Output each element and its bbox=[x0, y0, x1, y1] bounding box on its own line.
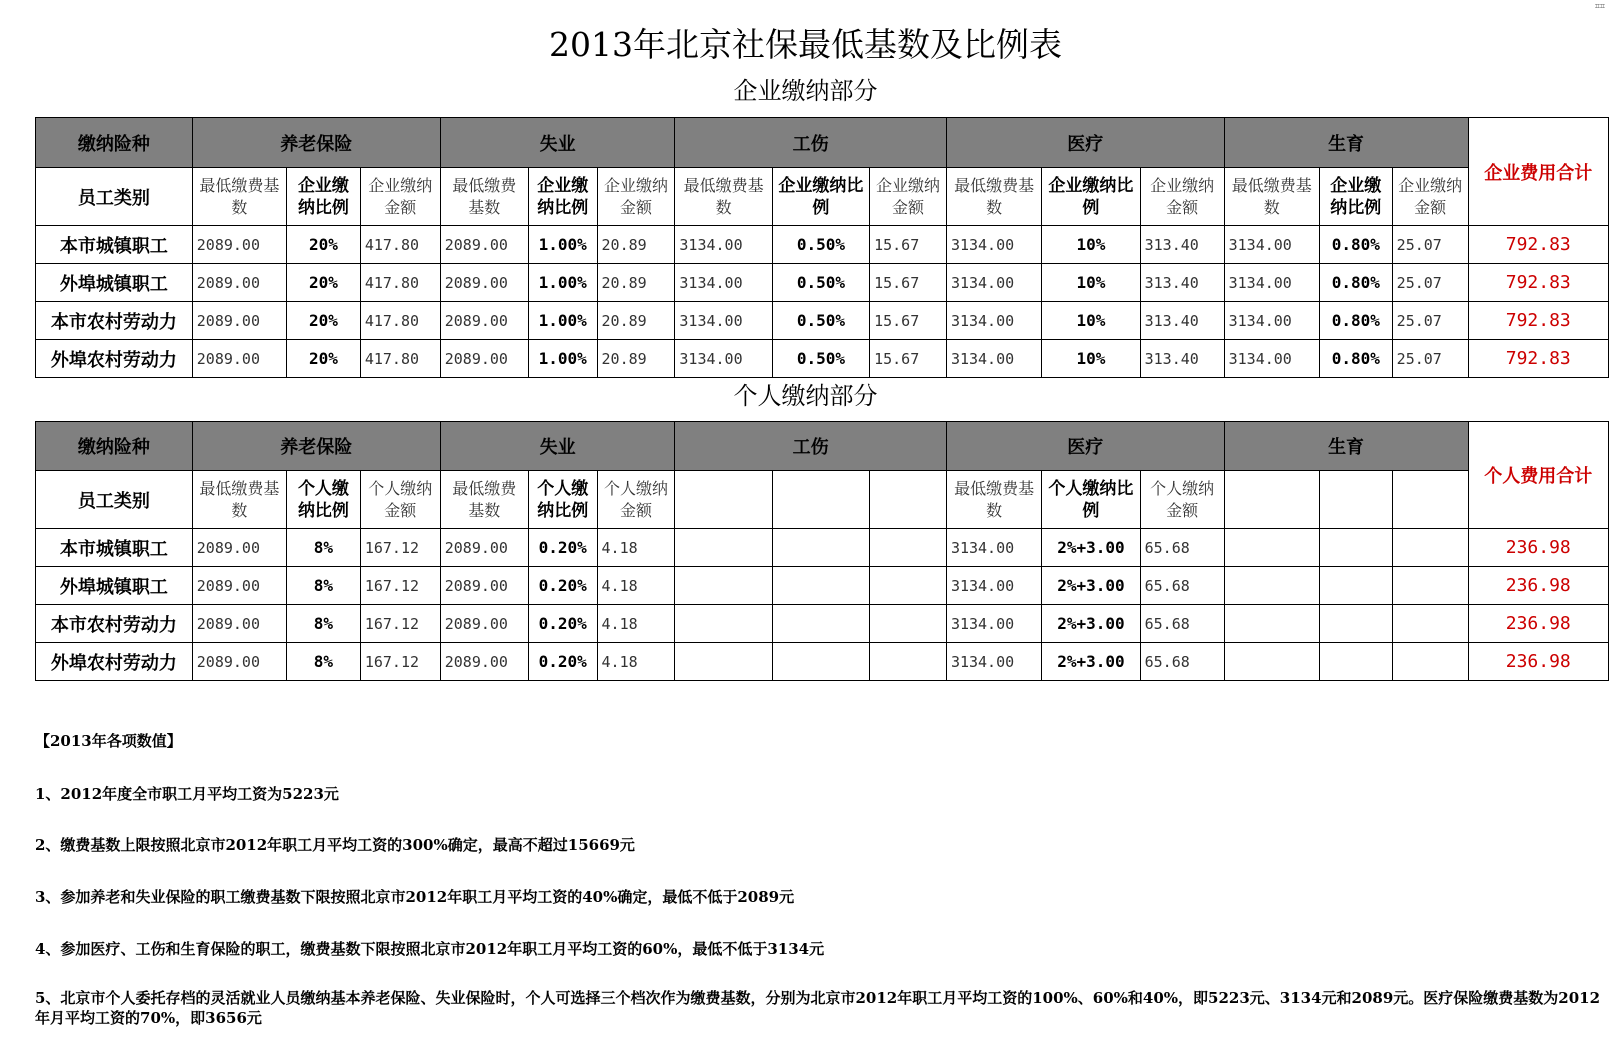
value-cell: 4.18 bbox=[597, 529, 675, 567]
value-cell: 0.20% bbox=[528, 643, 597, 681]
empty-cell bbox=[870, 567, 947, 605]
subheader-cell: 企业缴纳金额 bbox=[1140, 168, 1224, 226]
empty-cell bbox=[1319, 643, 1392, 681]
value-cell: 0.80% bbox=[1319, 340, 1392, 378]
value-cell: 0.50% bbox=[772, 226, 869, 264]
table-row bbox=[36, 605, 1609, 643]
empty-cell bbox=[1319, 605, 1392, 643]
subheader-cell: 个人缴纳金额 bbox=[597, 471, 675, 529]
row-label: 本市城镇职工 bbox=[36, 529, 193, 567]
empty-cell bbox=[1392, 471, 1468, 529]
value-cell: 2089.00 bbox=[440, 340, 528, 378]
empty-cell bbox=[1319, 471, 1392, 529]
value-cell: 15.67 bbox=[870, 226, 947, 264]
value-cell: 167.12 bbox=[360, 567, 440, 605]
value-cell: 3134.00 bbox=[946, 340, 1041, 378]
empty-cell bbox=[1392, 605, 1468, 643]
empty-cell bbox=[772, 471, 869, 529]
value-cell: 3134.00 bbox=[675, 226, 772, 264]
empty-cell bbox=[772, 605, 869, 643]
value-cell: 2%+3.00 bbox=[1042, 605, 1140, 643]
empty-cell bbox=[675, 643, 772, 681]
value-cell: 8% bbox=[287, 643, 361, 681]
table-row bbox=[36, 529, 1609, 567]
value-cell: 3134.00 bbox=[1224, 302, 1319, 340]
value-cell: 25.07 bbox=[1392, 264, 1468, 302]
value-cell: 0.20% bbox=[528, 529, 597, 567]
total-cell: 792.83 bbox=[1468, 302, 1609, 340]
subheader-cell: 最低缴费基数 bbox=[1224, 168, 1319, 226]
value-cell: 20.89 bbox=[597, 226, 675, 264]
value-cell: 2089.00 bbox=[192, 302, 286, 340]
value-cell: 15.67 bbox=[870, 302, 947, 340]
personal-table bbox=[35, 421, 1609, 681]
empty-cell bbox=[870, 643, 947, 681]
value-cell: 15.67 bbox=[870, 264, 947, 302]
empty-cell bbox=[870, 529, 947, 567]
empty-cell bbox=[1319, 529, 1392, 567]
note-item: 1、2012年度全市职工月平均工资为5223元 bbox=[35, 785, 339, 803]
group-pension: 养老保险 bbox=[192, 422, 440, 471]
total-cell: 236.98 bbox=[1468, 567, 1609, 605]
value-cell: 1.00% bbox=[528, 264, 597, 302]
value-cell: 65.68 bbox=[1140, 605, 1224, 643]
subheader-cell: 企业缴纳比例 bbox=[528, 168, 597, 226]
subheader-cell: 企业缴纳比例 bbox=[1042, 168, 1140, 226]
table-row bbox=[36, 302, 1609, 340]
empty-cell bbox=[675, 529, 772, 567]
enterprise-table bbox=[35, 117, 1609, 378]
group-unemployment: 失业 bbox=[440, 422, 675, 471]
empty-cell bbox=[772, 529, 869, 567]
empty-cell bbox=[1319, 567, 1392, 605]
empty-cell bbox=[675, 471, 772, 529]
value-cell: 8% bbox=[287, 567, 361, 605]
value-cell: 25.07 bbox=[1392, 340, 1468, 378]
value-cell: 0.80% bbox=[1319, 264, 1392, 302]
value-cell: 2%+3.00 bbox=[1042, 567, 1140, 605]
value-cell: 20% bbox=[287, 226, 361, 264]
value-cell: 20.89 bbox=[597, 264, 675, 302]
value-cell: 0.20% bbox=[528, 567, 597, 605]
empty-cell bbox=[1224, 471, 1319, 529]
page-title: 2013年北京社保最低基数及比例表 bbox=[549, 25, 1062, 64]
value-cell: 0.20% bbox=[528, 605, 597, 643]
total-cell: 236.98 bbox=[1468, 529, 1609, 567]
subheader-cell: 企业缴纳金额 bbox=[597, 168, 675, 226]
value-cell: 167.12 bbox=[360, 643, 440, 681]
note-item: 3、参加养老和失业保险的职工缴费基数下限按照北京市2012年职工月平均工资的40%确定，最低不低于2089元 bbox=[35, 888, 795, 906]
value-cell: 2%+3.00 bbox=[1042, 529, 1140, 567]
empty-cell bbox=[870, 605, 947, 643]
subheader-cell: 企业缴纳金额 bbox=[1392, 168, 1468, 226]
value-cell: 4.18 bbox=[597, 567, 675, 605]
value-cell: 3134.00 bbox=[946, 529, 1041, 567]
total-cell: 792.83 bbox=[1468, 340, 1609, 378]
subheader-cell: 最低缴费基数 bbox=[192, 168, 286, 226]
total-cell: 236.98 bbox=[1468, 643, 1609, 681]
row-label: 外埠城镇职工 bbox=[36, 567, 193, 605]
total-cell: 236.98 bbox=[1468, 605, 1609, 643]
value-cell: 1.00% bbox=[528, 302, 597, 340]
row-label: 本市农村劳动力 bbox=[36, 302, 193, 340]
value-cell: 0.50% bbox=[772, 264, 869, 302]
subheader-cell: 最低缴费基数 bbox=[675, 168, 772, 226]
group-maternity: 生育 bbox=[1224, 422, 1468, 471]
value-cell: 2089.00 bbox=[192, 226, 286, 264]
row-label: 外埠农村劳动力 bbox=[36, 643, 193, 681]
subheader-cell: 个人缴纳比例 bbox=[1042, 471, 1140, 529]
value-cell: 3134.00 bbox=[946, 643, 1041, 681]
value-cell: 20.89 bbox=[597, 302, 675, 340]
subheader-cell: 个人缴纳金额 bbox=[1140, 471, 1224, 529]
group-injury: 工伤 bbox=[675, 118, 947, 168]
value-cell: 1.00% bbox=[528, 226, 597, 264]
value-cell: 2089.00 bbox=[440, 567, 528, 605]
value-cell: 2089.00 bbox=[192, 567, 286, 605]
subheader-cell: 企业缴纳金额 bbox=[360, 168, 440, 226]
value-cell: 8% bbox=[287, 529, 361, 567]
value-cell: 0.80% bbox=[1319, 226, 1392, 264]
value-cell: 20% bbox=[287, 264, 361, 302]
table-row bbox=[36, 340, 1609, 378]
empty-cell bbox=[1224, 567, 1319, 605]
value-cell: 2089.00 bbox=[440, 264, 528, 302]
value-cell: 20% bbox=[287, 340, 361, 378]
value-cell: 10% bbox=[1042, 264, 1140, 302]
group-medical: 医疗 bbox=[946, 118, 1224, 168]
note-item: 2、缴费基数上限按照北京市2012年职工月平均工资的300%确定，最高不超过15669元 bbox=[35, 836, 635, 854]
total-header: 企业费用合计 bbox=[1468, 118, 1609, 226]
subheader-cell: 个人缴纳比例 bbox=[528, 471, 597, 529]
value-cell: 3134.00 bbox=[675, 302, 772, 340]
subheader-cell: 企业缴纳比例 bbox=[772, 168, 869, 226]
empty-cell bbox=[675, 605, 772, 643]
row-type-label: 员工类别 bbox=[36, 471, 193, 529]
value-cell: 0.80% bbox=[1319, 302, 1392, 340]
value-cell: 65.68 bbox=[1140, 567, 1224, 605]
group-pension: 养老保险 bbox=[192, 118, 440, 168]
value-cell: 20% bbox=[287, 302, 361, 340]
row-label: 本市城镇职工 bbox=[36, 226, 193, 264]
value-cell: 313.40 bbox=[1140, 340, 1224, 378]
value-cell: 2089.00 bbox=[440, 302, 528, 340]
value-cell: 3134.00 bbox=[1224, 340, 1319, 378]
value-cell: 4.18 bbox=[597, 605, 675, 643]
empty-cell bbox=[675, 567, 772, 605]
row-type-label: 员工类别 bbox=[36, 168, 193, 226]
total-cell: 792.83 bbox=[1468, 226, 1609, 264]
row-label: 本市农村劳动力 bbox=[36, 605, 193, 643]
value-cell: 0.50% bbox=[772, 302, 869, 340]
value-cell: 25.07 bbox=[1392, 302, 1468, 340]
table-row bbox=[36, 226, 1609, 264]
value-cell: 2089.00 bbox=[192, 643, 286, 681]
note-item: 4、参加医疗、工伤和生育保险的职工，缴费基数下限按照北京市2012年职工月平均工资的60%，最低不低于3134元 bbox=[35, 940, 825, 958]
value-cell: 1.00% bbox=[528, 340, 597, 378]
value-cell: 3134.00 bbox=[946, 302, 1041, 340]
value-cell: 15.67 bbox=[870, 340, 947, 378]
subheader-cell: 最低缴费基数 bbox=[946, 471, 1041, 529]
value-cell: 2089.00 bbox=[440, 605, 528, 643]
value-cell: 3134.00 bbox=[946, 605, 1041, 643]
value-cell: 3134.00 bbox=[946, 567, 1041, 605]
col-type-label: 缴纳险种 bbox=[36, 118, 193, 168]
value-cell: 313.40 bbox=[1140, 226, 1224, 264]
value-cell: 3134.00 bbox=[1224, 226, 1319, 264]
value-cell: 2089.00 bbox=[192, 529, 286, 567]
value-cell: 10% bbox=[1042, 226, 1140, 264]
value-cell: 2089.00 bbox=[440, 226, 528, 264]
value-cell: 417.80 bbox=[360, 226, 440, 264]
row-label: 外埠农村劳动力 bbox=[36, 340, 193, 378]
value-cell: 167.12 bbox=[360, 605, 440, 643]
subheader-cell: 最低缴费基数 bbox=[440, 168, 528, 226]
value-cell: 417.80 bbox=[360, 302, 440, 340]
empty-cell bbox=[1392, 529, 1468, 567]
personal-heading: 个人缴纳部分 bbox=[733, 382, 878, 410]
empty-cell bbox=[1224, 643, 1319, 681]
value-cell: 417.80 bbox=[360, 264, 440, 302]
value-cell: 3134.00 bbox=[675, 264, 772, 302]
subheader-cell: 最低缴费基数 bbox=[946, 168, 1041, 226]
value-cell: 2089.00 bbox=[192, 605, 286, 643]
value-cell: 65.68 bbox=[1140, 529, 1224, 567]
table-row bbox=[36, 264, 1609, 302]
value-cell: 3134.00 bbox=[946, 264, 1041, 302]
subheader-cell: 个人缴纳比例 bbox=[287, 471, 361, 529]
subheader-cell: 企业缴纳金额 bbox=[870, 168, 947, 226]
notes-heading: 【2013年各项数值】 bbox=[35, 732, 182, 750]
subheader-cell: 最低缴费基数 bbox=[440, 471, 528, 529]
value-cell: 2089.00 bbox=[192, 264, 286, 302]
value-cell: 10% bbox=[1042, 302, 1140, 340]
group-maternity: 生育 bbox=[1224, 118, 1468, 168]
empty-cell bbox=[1224, 605, 1319, 643]
value-cell: 2089.00 bbox=[440, 529, 528, 567]
value-cell: 313.40 bbox=[1140, 264, 1224, 302]
value-cell: 25.07 bbox=[1392, 226, 1468, 264]
table-row bbox=[36, 567, 1609, 605]
subheader-cell: 企业缴纳比例 bbox=[1319, 168, 1392, 226]
value-cell: 2%+3.00 bbox=[1042, 643, 1140, 681]
total-header: 个人费用合计 bbox=[1468, 422, 1609, 529]
value-cell: 4.18 bbox=[597, 643, 675, 681]
value-cell: 3134.00 bbox=[1224, 264, 1319, 302]
value-cell: 3134.00 bbox=[675, 340, 772, 378]
note-item: 5、北京市个人委托存档的灵活就业人员缴纳基本养老保险、失业保险时，个人可选择三个档次作为缴费基数，分别为北京市2012年职工月平均工资的100%、60%和40%，即5223元、3134元和2089元。医疗保险缴费基数为2012年月平均工资的70%，即3656元 bbox=[35, 989, 1601, 1027]
value-cell: 20.89 bbox=[597, 340, 675, 378]
total-cell: 792.83 bbox=[1468, 264, 1609, 302]
value-cell: 8% bbox=[287, 605, 361, 643]
group-medical: 医疗 bbox=[946, 422, 1224, 471]
group-unemployment: 失业 bbox=[440, 118, 675, 168]
value-cell: 313.40 bbox=[1140, 302, 1224, 340]
value-cell: 2089.00 bbox=[192, 340, 286, 378]
value-cell: 417.80 bbox=[360, 340, 440, 378]
col-type-label: 缴纳险种 bbox=[36, 422, 193, 471]
row-label: 外埠城镇职工 bbox=[36, 264, 193, 302]
empty-cell bbox=[1224, 529, 1319, 567]
value-cell: 2089.00 bbox=[440, 643, 528, 681]
subheader-cell: 企业缴纳比例 bbox=[287, 168, 361, 226]
empty-cell bbox=[1392, 643, 1468, 681]
enterprise-heading: 企业缴纳部分 bbox=[733, 77, 878, 105]
table-row bbox=[36, 643, 1609, 681]
value-cell: 3134.00 bbox=[946, 226, 1041, 264]
empty-cell bbox=[1392, 567, 1468, 605]
subheader-cell: 最低缴费基数 bbox=[192, 471, 286, 529]
value-cell: 10% bbox=[1042, 340, 1140, 378]
corner-mark: ⌗⌗ bbox=[1594, 2, 1605, 12]
group-injury: 工伤 bbox=[675, 422, 947, 471]
empty-cell bbox=[772, 567, 869, 605]
empty-cell bbox=[772, 643, 869, 681]
value-cell: 65.68 bbox=[1140, 643, 1224, 681]
value-cell: 167.12 bbox=[360, 529, 440, 567]
subheader-cell: 个人缴纳金额 bbox=[360, 471, 440, 529]
empty-cell bbox=[870, 471, 947, 529]
value-cell: 0.50% bbox=[772, 340, 869, 378]
